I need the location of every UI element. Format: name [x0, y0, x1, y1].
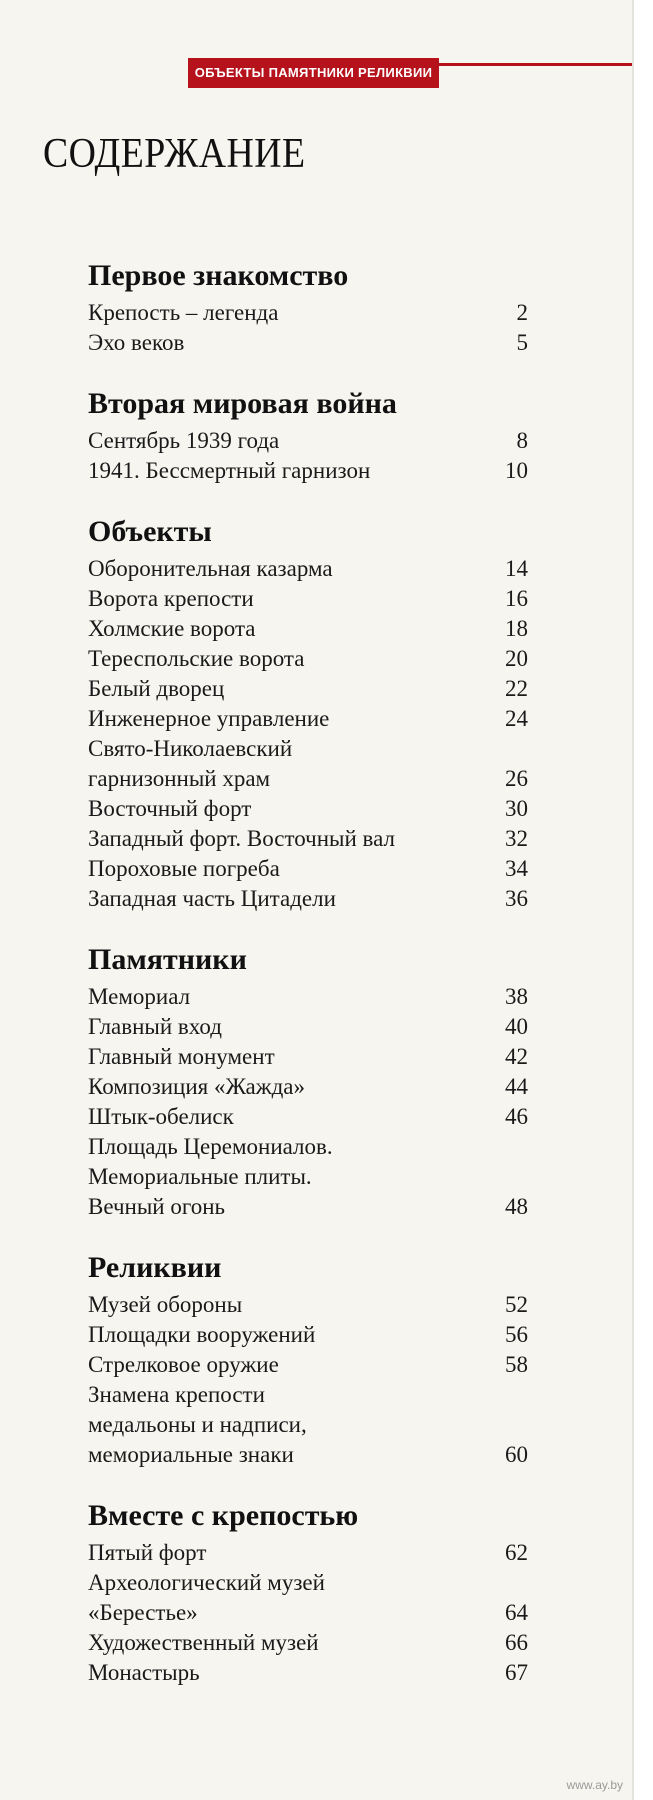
entry-title: Стрелковое оружие — [88, 1352, 279, 1377]
entry-title: Пятый форт — [88, 1540, 207, 1565]
entry-title: Площадь Церемониалов. Мемориальные плиты. Вечный огонь — [88, 1134, 333, 1219]
toc-section — [88, 942, 528, 1222]
section-banner: ОБЪЕКТЫ ПАМЯТНИКИ РЕЛИКВИИ — [188, 58, 439, 88]
toc-section — [88, 1498, 528, 1688]
entry-title: Сентябрь 1939 года — [88, 428, 280, 453]
toc-entry — [88, 298, 528, 328]
toc-entry — [88, 456, 528, 486]
toc-entry — [88, 674, 528, 704]
entry-title: Художественный музей — [88, 1630, 319, 1655]
entry-title: Крепость – легенда — [88, 300, 279, 325]
entry-page-number: 2 — [516, 300, 528, 325]
entry-title: Площадки вооружений — [88, 1322, 316, 1347]
entry-page-number: 18 — [505, 616, 528, 641]
entry-title: Западная часть Цитадели — [88, 886, 336, 911]
watermark: www.ay.by — [566, 1778, 623, 1792]
entry-title: Эхо веков — [88, 330, 185, 355]
entry-page-number: 34 — [505, 856, 528, 881]
entry-page-number: 67 — [505, 1660, 528, 1685]
toc-entry — [88, 1102, 528, 1132]
toc-entry — [88, 1568, 528, 1628]
entry-page-number: 56 — [505, 1322, 528, 1347]
entry-title: Главный вход — [88, 1014, 222, 1039]
entry-page-number: 16 — [505, 586, 528, 611]
section-heading: Памятники — [88, 943, 247, 976]
entry-title: Знамена крепости медальоны и надписи, мемориальные знаки — [88, 1382, 307, 1467]
entry-title: Инженерное управление — [88, 706, 330, 731]
entry-page-number: 22 — [505, 676, 528, 701]
table-of-contents — [88, 258, 528, 1716]
entry-title: Пороховые погреба — [88, 856, 280, 881]
entry-title: Археологический музей «Берестье» — [88, 1570, 325, 1625]
toc-entry — [88, 554, 528, 584]
entry-page-number: 44 — [505, 1074, 528, 1099]
entry-title: Западный форт. Восточный вал — [88, 826, 395, 851]
entry-page-number: 24 — [505, 706, 528, 731]
entry-page-number: 10 — [505, 458, 528, 483]
entry-page-number: 40 — [505, 1014, 528, 1039]
toc-entry — [88, 884, 528, 914]
entry-title: Восточный форт — [88, 796, 252, 821]
entry-title: Композиция «Жажда» — [88, 1074, 306, 1099]
section-heading: Первое знакомство — [88, 259, 349, 292]
entry-title: Мемориал — [88, 984, 191, 1009]
page-title: СОДЕРЖАНИЕ — [43, 131, 306, 177]
section-heading: Вторая мировая война — [88, 387, 397, 420]
toc-entry — [88, 1290, 528, 1320]
entry-title: Ворота крепости — [88, 586, 254, 611]
entry-title: Свято-Николаевский гарнизонный храм — [88, 736, 293, 791]
entry-page-number: 66 — [505, 1630, 528, 1655]
entry-page-number: 52 — [505, 1292, 528, 1317]
entry-page-number: 8 — [516, 428, 528, 453]
toc-entry — [88, 584, 528, 614]
toc-entry — [88, 1012, 528, 1042]
toc-entry — [88, 644, 528, 674]
toc-entry — [88, 1072, 528, 1102]
toc-entry — [88, 1538, 528, 1568]
entry-title: Оборонительная казарма — [88, 556, 333, 581]
entry-title: Холмские ворота — [88, 616, 256, 641]
entry-page-number: 38 — [505, 984, 528, 1009]
toc-entry — [88, 1320, 528, 1350]
entry-title: Штык-обелиск — [88, 1104, 234, 1129]
entry-page-number: 32 — [505, 826, 528, 851]
toc-entry — [88, 794, 528, 824]
entry-page-number: 14 — [505, 556, 528, 581]
entry-page-number: 36 — [505, 886, 528, 911]
entry-page-number: 64 — [505, 1600, 528, 1625]
section-heading: Вместе с крепостью — [88, 1499, 359, 1532]
entry-title: Музей обороны — [88, 1292, 243, 1317]
toc-entry — [88, 734, 528, 794]
toc-entry — [88, 1350, 528, 1380]
entry-title: 1941. Бессмертный гарнизон — [88, 458, 371, 483]
section-heading: Реликвии — [88, 1251, 222, 1284]
toc-entry — [88, 982, 528, 1012]
toc-entry — [88, 328, 528, 358]
entry-title: Главный монумент — [88, 1044, 275, 1069]
toc-entry — [88, 426, 528, 456]
entry-page-number: 26 — [505, 766, 528, 791]
entry-page-number: 20 — [505, 646, 528, 671]
entry-page-number: 48 — [505, 1194, 528, 1219]
entry-page-number: 5 — [516, 330, 528, 355]
entry-page-number: 46 — [505, 1104, 528, 1129]
toc-entry — [88, 1380, 528, 1470]
toc-section — [88, 258, 528, 358]
toc-section — [88, 514, 528, 914]
section-heading: Объекты — [88, 515, 212, 548]
entry-page-number: 60 — [505, 1442, 528, 1467]
entry-title: Тереспольские ворота — [88, 646, 305, 671]
toc-entry — [88, 704, 528, 734]
entry-page-number: 58 — [505, 1352, 528, 1377]
toc-entry — [88, 614, 528, 644]
entry-page-number: 42 — [505, 1044, 528, 1069]
toc-entry — [88, 1658, 528, 1688]
toc-section — [88, 386, 528, 486]
entry-page-number: 30 — [505, 796, 528, 821]
entry-title: Монастырь — [88, 1660, 200, 1685]
toc-entry — [88, 1042, 528, 1072]
entry-title: Белый дворец — [88, 676, 225, 701]
toc-entry — [88, 854, 528, 884]
toc-section — [88, 1250, 528, 1470]
entry-page-number: 62 — [505, 1540, 528, 1565]
toc-entry — [88, 824, 528, 854]
toc-entry — [88, 1132, 528, 1222]
toc-entry — [88, 1628, 528, 1658]
